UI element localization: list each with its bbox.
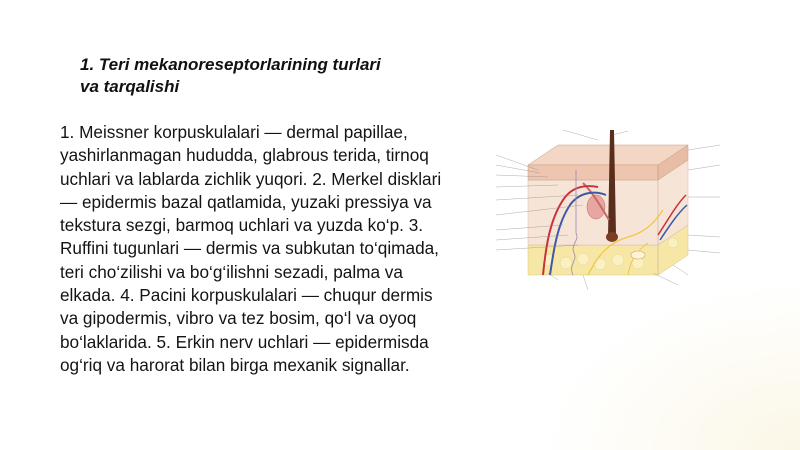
background-decoration (540, 280, 800, 450)
slide-title-line-2: va tarqalishi (80, 77, 180, 96)
slide-title-line-1: 1. Teri mekanoreseptorlarining turlari (80, 55, 381, 74)
slide-body-text: 1. Meissner korpuskulalari — dermal papillae, yashirlanmagan hududda, glabrous terida, tirnoq uchlari va lablarda zichlik yuqori. 2. Merkel disklari — epidermis bazal qatlamida, yuzaki pressiya va tekstura sezgi, barmoq uchlari va yuzda ko‘p. 3. Ruffini tugunlari — dermis va subkutan to‘qimada, teri cho‘zilishi va bo‘g‘ilishni sezadi, palma va elkada. 4. Pacini korpuskulalari — chuqur dermis va gipodermis, vibro va tez bosim, qo‘l va oyoq bo‘laklarida. 5. Erkin nerv uchlari — epidermisda og‘riq va harorat bilan birga mexanik signallar. (60, 122, 442, 375)
skin-cross-section-illustration (488, 125, 728, 300)
skin-diagram-icon (488, 125, 728, 300)
slide-title (80, 54, 440, 98)
